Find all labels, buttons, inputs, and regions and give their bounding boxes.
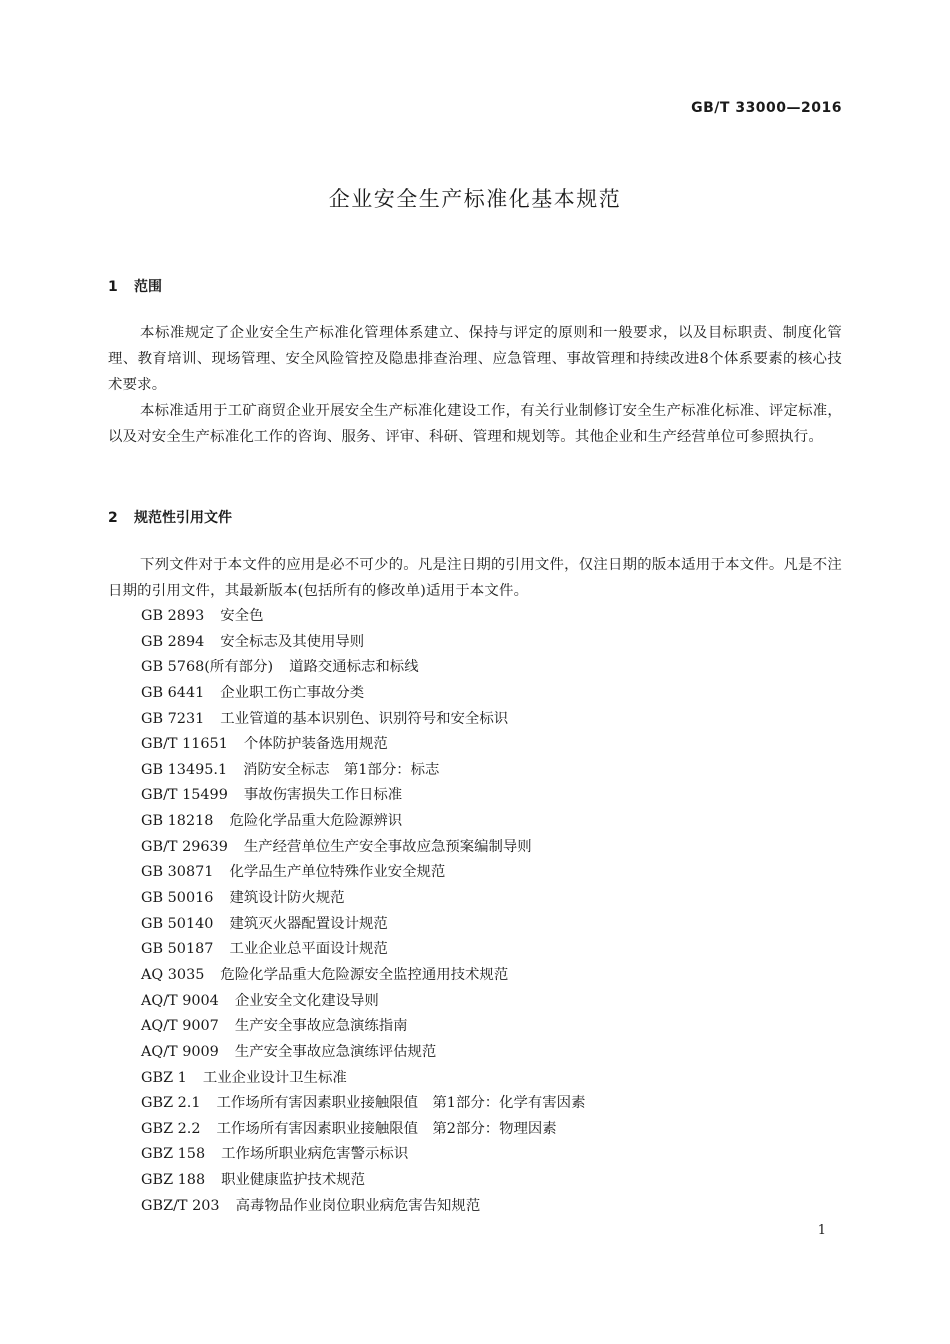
reference-item (141, 962, 585, 988)
reference-item (141, 1167, 585, 1193)
reference-title: 安全色 (220, 608, 264, 624)
reference-item (141, 680, 585, 706)
reference-code: GB 18218 (141, 813, 214, 830)
section-title: 规范性引用文件 (134, 510, 232, 526)
reference-item (141, 1141, 585, 1167)
reference-item (141, 988, 585, 1014)
reference-title: 工作场所职业病危害警示标识 (221, 1146, 409, 1163)
reference-code: GB 13495.1 (141, 761, 228, 778)
reference-title: 工作场所有害因素职业接触限值 第1部分：化学有害因素 (216, 1095, 586, 1112)
reference-title: 工作场所有害因素职业接触限值 第2部分：物理因素 (216, 1120, 557, 1137)
reference-item (141, 731, 585, 757)
reference-item (141, 834, 585, 860)
reference-title: 事故伤害损失工作日标准 (243, 787, 403, 804)
reference-title: 危险化学品重大危险源辨识 (229, 813, 403, 830)
reference-item (141, 885, 585, 911)
reference-title: 职业健康监护技术规范 (221, 1172, 366, 1189)
reference-item (141, 1013, 585, 1039)
reference-title: 高毒物品作业岗位职业病危害告知规范 (235, 1197, 481, 1214)
reference-item (141, 936, 585, 962)
reference-item (141, 706, 585, 732)
scope-paragraph-2: 本标准适用于工矿商贸企业开展安全生产标准化建设工作，有关行业制修订安全生产标准化标准、评定标准，以及对安全生产标准化工作的咨询、服务、评审、科研、管理和规划等。其他企业和生产经营单位可参照执行。 (108, 403, 842, 445)
reference-code: GBZ 1 (141, 1069, 187, 1086)
reference-code: GBZ/T 203 (141, 1197, 220, 1214)
reference-title: 化学品生产单位特殊作业安全规范 (229, 864, 446, 881)
section-number: 1 (108, 279, 118, 295)
reference-code: GB/T 11651 (141, 736, 228, 753)
reference-title: 建筑设计防火规范 (229, 890, 345, 907)
reference-code: GBZ 158 (141, 1146, 206, 1163)
reference-title: 个体防护装备选用规范 (243, 736, 388, 753)
reference-title: 建筑灭火器配置设计规范 (229, 915, 388, 932)
page-number: 1 (817, 1223, 826, 1238)
section-number: 2 (108, 510, 118, 526)
reference-item (141, 1039, 585, 1065)
section-heading-scope (108, 276, 162, 296)
section-title: 范围 (134, 279, 162, 295)
reference-title: 消防安全标志 第1部分：标志 (243, 761, 440, 778)
reference-code: AQ/T 9007 (141, 1018, 219, 1035)
reference-title: 道路交通标志和标线 (289, 659, 419, 676)
reference-item (141, 1193, 585, 1219)
reference-title: 生产安全事故应急演练指南 (234, 1018, 408, 1035)
reference-item (141, 603, 585, 629)
reference-item (141, 654, 585, 680)
document-title: 企业安全生产标准化基本规范 (328, 187, 622, 211)
reference-code: GB 2893 (141, 608, 205, 624)
reference-code: GB 6441 (141, 684, 205, 701)
reference-code: GBZ 188 (141, 1172, 206, 1189)
section-heading-normative-references (108, 507, 232, 527)
reference-code: AQ/T 9009 (141, 1043, 219, 1060)
reference-code: AQ 3035 (141, 966, 205, 983)
reference-item (141, 911, 585, 937)
reference-code: GB 50187 (141, 941, 214, 958)
reference-title: 工业企业总平面设计规范 (229, 941, 388, 958)
reference-title: 生产安全事故应急演练评估规范 (234, 1043, 437, 1060)
reference-item (141, 808, 585, 834)
reference-title: 企业职工伤亡事故分类 (220, 684, 365, 701)
reference-code: GB/T 29639 (141, 838, 228, 855)
reference-item (141, 1090, 585, 1116)
reference-code: GB/T 15499 (141, 787, 228, 804)
reference-item (141, 1116, 585, 1142)
reference-code: GB 5768(所有部分) (141, 659, 274, 676)
reference-code: GBZ 2.1 (141, 1095, 201, 1112)
reference-item (141, 629, 585, 655)
reference-title: 生产经营单位生产安全事故应急预案编制导则 (243, 838, 532, 855)
reference-list (141, 603, 585, 1218)
reference-code: GB 50140 (141, 915, 214, 932)
reference-code: AQ/T 9004 (141, 992, 219, 1009)
scope-paragraph-1: 本标准规定了企业安全生产标准化管理体系建立、保持与评定的原则和一般要求，以及目标职责、制度化管理、教育培训、现场管理、安全风险管控及隐患排查治理、应急管理、事故管理和持续改进8个体系要素的核心技术要求。 (108, 325, 842, 393)
reference-title: 工业企业设计卫生标准 (202, 1069, 347, 1086)
reference-code: GB 30871 (141, 864, 214, 881)
reference-item (141, 757, 585, 783)
reference-title: 安全标志及其使用导则 (220, 633, 365, 650)
standard-code: GB/T 33000—2016 (691, 100, 842, 116)
reference-item (141, 782, 585, 808)
reference-code: GB 50016 (141, 890, 214, 907)
reference-code: GB 2894 (141, 633, 205, 650)
reference-title: 企业安全文化建设导则 (234, 992, 379, 1009)
reference-item (141, 1065, 585, 1091)
reference-title: 危险化学品重大危险源安全监控通用技术规范 (220, 966, 509, 983)
reference-code: GBZ 2.2 (141, 1120, 201, 1137)
reference-item (141, 859, 585, 885)
reference-title: 工业管道的基本识别色、识别符号和安全标识 (220, 710, 509, 727)
reference-code: GB 7231 (141, 710, 205, 727)
references-intro-paragraph: 下列文件对于本文件的应用是必不可少的。凡是注日期的引用文件，仅注日期的版本适用于本文件。凡是不注日期的引用文件，其最新版本(包括所有的修改单)适用于本文件。 (108, 557, 842, 599)
